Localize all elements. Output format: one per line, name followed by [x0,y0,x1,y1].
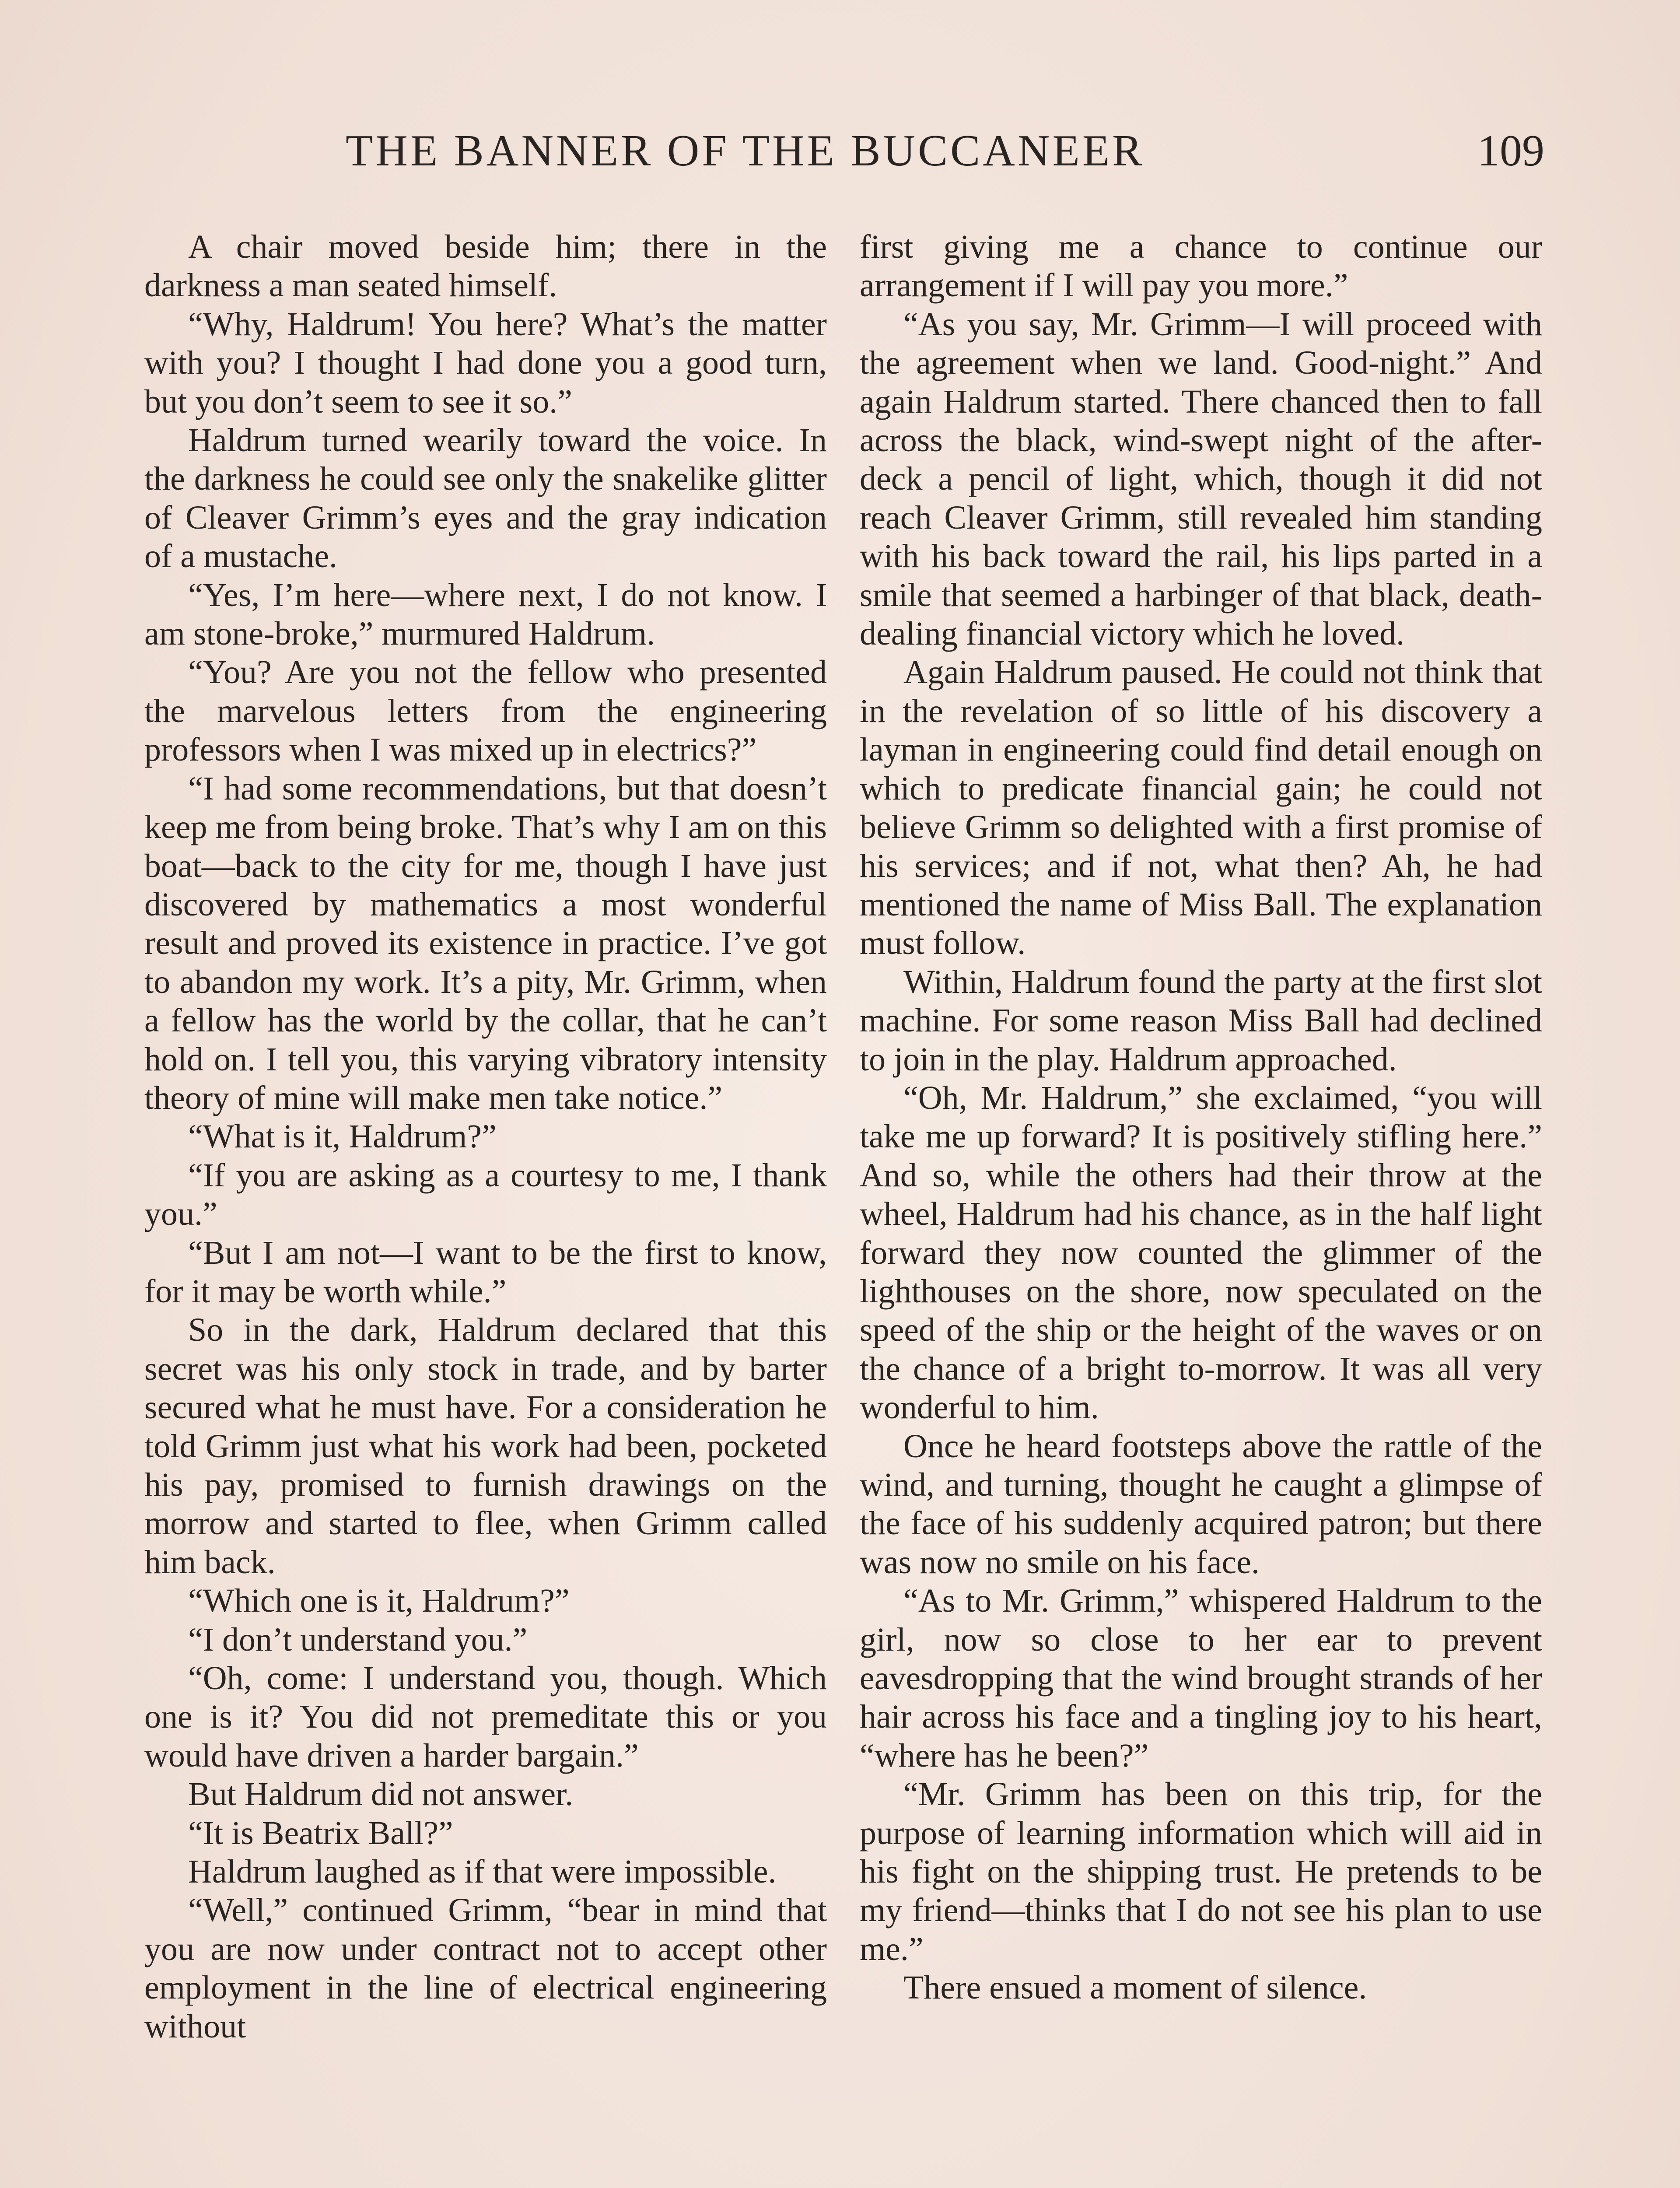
paragraph: “As to Mr. Grimm,” whispered Haldrum to the girl, now so close to her ear to prevent eavesdropping that the wind brought strands of her hair across his face and a tingling joy to his heart, “where has he been?” [860,1582,1542,1774]
paragraph: Once he heard footsteps above the rattle of the wind, and turning, thought he caught a glimpse of the face of his suddenly acquired patron; but there was now no smile on his face. [860,1427,1542,1581]
paragraph: Haldrum laughed as if that were impossible. [188,1853,777,1890]
running-title: THE BANNER OF THE BUCCANEER [346,126,1145,175]
paragraph-continuation: first giving me a chance to continue our arrangement if I will pay you more.” [860,228,1542,304]
paragraph: “But I am not—I want to be the first to know, for it may be worth while.” [144,1234,827,1310]
paragraph: “Oh, come: I understand you, though. Which one is it? You did not premeditate this or you would have driven a harder bargain.” [144,1660,827,1774]
right-column [860,228,1542,2188]
paragraph: There ensued a moment of silence. [903,1969,1367,2006]
paragraph: “Well,” continued Grimm, “bear in mind that you are now under contract not to accept other employment in the line of electrical engineering without [144,1892,827,2045]
paragraph: A chair moved beside him; there in the darkness a man seated himself. [144,228,827,304]
paragraph: “Oh, Mr. Haldrum,” she exclaimed, “you will take me up forward? It is positively stifling here.” And so, while the others had their throw at the wheel, Haldrum had his chance, as in the half light forward they now counted the glimmer of the lighthouses on the shore, now speculated on the speed of the ship or the height of the waves or on the chance of a bright to-morrow. It was all very wonderful to him. [860,1079,1542,1426]
left-column [144,228,827,2188]
paragraph: But Haldrum did not answer. [188,1776,574,1813]
paragraph: “If you are asking as a courtesy to me, I thank you.” [144,1157,827,1233]
paragraph: “I had some recommendations, but that doesn’t keep me from being broke. That’s why I am on this boat—back to the city for me, though I have just discovered by mathematics a most wonderful result and proved its existence in practice. I’ve got to abandon my work. It’s a pity, Mr. Grimm, when a fellow has the world by the collar, that he can’t hold on. I tell you, this varying vibratory intensity theory of mine will make men take notice.” [144,770,827,1116]
paragraph: “You? Are you not the fellow who presented the marvelous letters from the engineering professors when I was mixed up in electrics?” [144,654,827,768]
running-head [144,125,1544,186]
paragraph: Haldrum turned wearily toward the voice. In the darkness he could see only the snakelike glitter of Cleaver Grimm’s eyes and the gray indication of a mustache. [144,422,827,575]
paragraph: Within, Haldrum found the party at the first slot machine. For some reason Miss Ball had declined to join in the play. Haldrum approached. [860,963,1542,1078]
paragraph: “It is Beatrix Ball?” [188,1814,453,1851]
paragraph: So in the dark, Haldrum declared that this secret was his only stock in trade, and by barter secured what he must have. For a consideration he told Grimm just what his work had been, pocketed his pay, promised to furnish drawings on the morrow and started to flee, when Grimm called him back. [144,1311,827,1581]
page-number: 109 [1477,126,1544,175]
paragraph: “Why, Haldrum! You here? What’s the matter with you? I thought I had done you a good turn, but you don’t seem to see it so.” [144,305,827,420]
paragraph: “As you say, Mr. Grimm—I will proceed with the agreement when we land. Good-night.” And again Haldrum started. There chanced then to fall across the black, wind-swept night of the after-deck a pencil of light, which, though it did not reach Cleaver Grimm, still revealed him standing with his back toward the rail, his lips parted in a smile that seemed a harbinger of that black, death-dealing financial victory which he loved. [860,305,1542,652]
paragraph: “I don’t understand you.” [188,1621,528,1658]
paragraph: Again Haldrum paused. He could not think that in the revelation of so little of his discovery a layman in engineering could find detail enough on which to predicate financial gain; he could not believe Grimm so delighted with a first promise of his services; and if not, what then? Ah, he had mentioned the name of Miss Ball. The explanation must follow. [860,654,1542,962]
paragraph: “Yes, I’m here—where next, I do not know. I am stone-broke,” murmured Haldrum. [144,576,827,652]
paragraph: “Which one is it, Haldrum?” [188,1582,570,1620]
paragraph: “Mr. Grimm has been on this trip, for the purpose of learning information which will aid in his fight on the shipping trust. He pretends to be my friend—thinks that I do not see his plan to use me.” [860,1776,1542,1967]
paragraph: “What is it, Haldrum?” [188,1118,497,1155]
